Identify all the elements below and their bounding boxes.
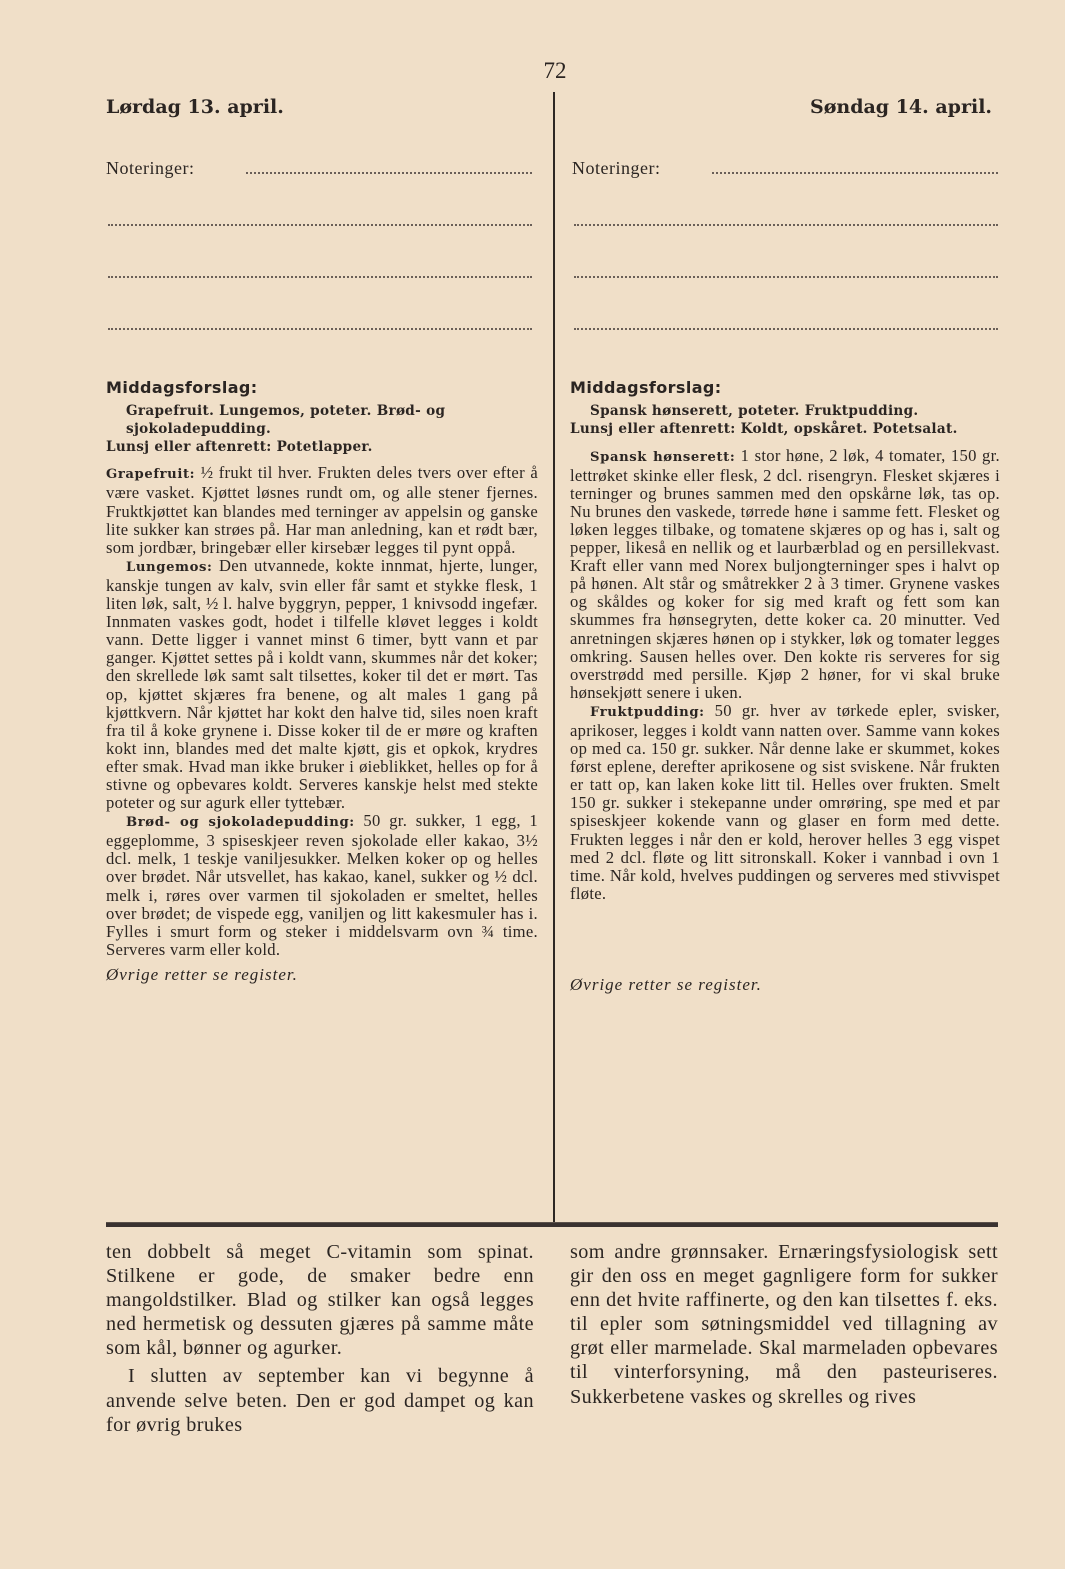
column-divider [553,92,555,1222]
page-number: 72 [543,58,567,83]
essay-paragraph: som andre grønnsaker. Ernæringsfysiologisk sett gir den oss en meget gagnligere form for sukker enn det hvite raffinerte, og den kan tilsettes f. eks. til epler som søtningsmiddel ved tillagning av grøt eller marmelade. Skal marmeladen opbevares til vinterforsyning, må den pasteuriseres. Sukkerbetene vaskes og skrelles og rives [570,1241,998,1408]
recipe-title: Lungemos: [126,559,213,575]
see-register-note: Øvrige retter se register. [106,964,298,984]
menu-line: Grapefruit. Lungemos, poteter. Brød- og sjokoladepudding. [126,403,446,437]
notes-dotted-line [574,276,998,278]
menu-line: Spansk hønserett, poteter. Fruktpudding. [590,403,919,419]
recipe-title: Grapefruit: [106,467,196,483]
notes-dotted-line [108,224,532,226]
recipe-spansk-honserett [570,447,1000,702]
notes-dotted-line [574,328,998,330]
dinner-suggestion-label: Middagsforslag: [570,378,722,397]
notes-dotted-line [574,224,998,226]
day-heading-sunday: Søndag 14. april. [810,96,993,118]
dinner-suggestion-label: Middagsforslag: [106,378,258,397]
notes-label-left: Noteringer: [106,158,195,178]
lunch-line: Lunsj eller aftenrett: Potetlapper. [106,438,373,455]
recipe-grapefruit [106,464,538,556]
notes-dotted-line [108,276,532,278]
essay-paragraph: I slutten av september kan vi begynne å anvende selve beten. Den er god dampet og kan for øvrig brukes [106,1365,534,1436]
recipe-text: 50 gr. sukker, 1 egg, 1 eggeplomme, 3 spiseskjeer reven sjokolade eller kakao, 3½ dcl. melk, 1 teskje vaniljesukker. Melken koker op og helles over brødet. Når utsvellet, has kakao, kanel, sukker og ½ dcl. melk i, røres over varmen til sjokoladen er smeltet, helles over brødet; de vispede egg, vaniljen og litt kakesmuler has i. Fylles i smurt form og steker i middelsvarm ovn ¾ time. Serveres varm eller kold. [106,811,538,959]
essay-right-column [570,1240,998,1409]
recipe-title: Spansk hønserett: [590,449,736,465]
recipe-lungemos [106,557,538,812]
recipe-text: ½ frukt til hver. Frukten deles tvers over efter å være vasket. Kjøttet løsnes rundt om, og alle stener fjernes. Fruktkjøttet kan blandes med terninger av appelsin og ganske lite sukker kan strøes på. Har man anledning, kan et rødt bær, som jordbær, bringebær eller kirsebær legges til pynt oppå. [106,463,538,557]
notes-dotted-line [712,172,998,174]
essay-paragraph: ten dobbelt så meget C-vitamin som spinat. Stilkene er gode, de smaker bedre enn mangoldstilker. Blad og stilker kan også legges ned hermetisk og dessuten gjæres på samme måte som kål, bønner og agurker. [106,1241,534,1360]
section-rule [106,1222,998,1227]
notes-label-right: Noteringer: [572,158,661,178]
notes-dotted-line [246,172,532,174]
day-heading-saturday: Lørdag 13. april. [106,96,284,118]
lunch-line: Lunsj eller aftenrett: Koldt, opskåret. Potetsalat. [570,420,958,437]
recipe-text: 50 gr. hver av tørkede epler, svisker, aprikoser, legges i koldt vann natten over. Samme vann kokes op med ca. 150 gr. sukker. Når denne lake er skummet, kokes først eplene, derefter aprikosene og sist sviskene. Når frukten er tatt op, kan laken koke litt til. Helles over frukten. Smelt 150 gr. sukker i stekepanne under omrøring, spe med et par spiseskjeer kokende vann og glaser en form med dette. Frukten legges i når den er kold, herover helles 3 egg vispet med 2 dcl. fløte og litt sitronskall. Koker i vannbad i ovn 1 time. Når kold, hvelves puddingen og serveres med stivvispet fløte. [570,700,1001,903]
notes-dotted-line [108,328,532,330]
dinner-suggestion-right [570,378,1000,995]
recipe-brod-sjokoladepudding [106,812,538,959]
dinner-suggestion-left [106,378,538,985]
see-register-note: Øvrige retter se register. [570,974,762,994]
recipe-text: Den utvannede, kokte innmat, hjerte, lunger, kanskje tungen av kalv, svin eller får samt et stykke flesk, 1 liten løk, salt, ½ l. halve byggryn, pepper, 1 knivsodd ingefær. Innmaten vaskes godt, hodet i tilfelle kløvet legges i koldt vann. Dette ligger i vannet minst 6 timer, bytt vann et par ganger. Kjøttet settes på i koldt vann, skummes når det koker; den skrellede løk samt salt tilsettes, koker til det er mørt. Tas op, kjøttet skjæres fra benene, og alt males 1 gang på kjøttkvern. Når kjøttet har kokt den halve tid, siles noen kraft fra til å koke grynene i. Disse koker til de er møre og kraften kokt inn, blandes med det malte kjøtt, gis et opkok, krydres efter smak. Hvad man ikke bruker i øieblikket, helles op for å stivne og opbevares koldt. Serveres kanskje helst med stekte poteter og sur agurk eller tyttebær. [106,555,538,813]
essay-left-column [106,1240,534,1437]
recipe-fruktpudding [570,702,1000,903]
recipe-title: Fruktpudding: [590,704,705,720]
recipe-title: Brød- og sjokoladepudding: [126,815,355,831]
recipe-text: 1 stor høne, 2 løk, 4 tomater, 150 gr. lettrøket skinke eller flesk, 2 dcl. risengryn. Flesket skjæres i terninger og brunes sammen med den opskårne løk, tas op. Nu brunes den vaskede, tørrede høne i samme fett. Flesket og løken legges tilbake, og tomatene skjæres op og has i, salt og pepper, likeså en nellik og et laurbærblad og en persillekvast. Kraft eller vann med Norex buljongterninger spes i halvt op på hønen. Alt står og småtrekker 2 à 3 timer. Grynene vaskes og skåldes og koker for sig med kraft og fett som kan skummes fra hønsegryten, dette koker ca. 20 minutter. Ved anretningen skjæres hønen op i stykker, løk og tomater legges omkring. Sausen helles over. Den kokte ris serveres for sig overstrødd med persille. Kjøp 2 høner, for vi skal bruke hønsekjøtt senere i uken. [570,445,1000,702]
